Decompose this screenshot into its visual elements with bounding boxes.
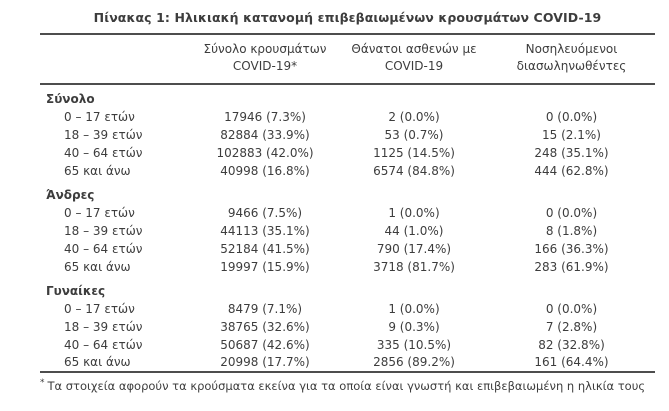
table-row <box>40 126 655 144</box>
section-header-row-men <box>40 180 655 204</box>
footnote <box>40 378 655 394</box>
document-page <box>0 10 669 411</box>
age-group-label: 18 – 39 ετών <box>64 127 143 142</box>
column-header-intubated: Νοσηλευόμενοι διασωληνωθέντες <box>488 34 655 84</box>
cases-cell: 17946 (7.3%) <box>224 109 306 124</box>
section-label: Γυναίκες <box>46 283 106 298</box>
cases-cell: 50687 (42.6%) <box>220 337 310 352</box>
deaths-cell: 6574 (84.8%) <box>373 163 455 178</box>
age-group-label: 65 και άνω <box>64 163 131 178</box>
footnote-marker: * <box>40 377 45 388</box>
table-row <box>40 144 655 162</box>
age-group-label: 40 – 64 ετών <box>64 145 143 160</box>
deaths-cell: 2 (0.0%) <box>388 109 440 124</box>
age-group-label: 0 – 17 ετών <box>64 205 135 220</box>
table-row <box>40 354 655 372</box>
intubated-cell: 283 (61.9%) <box>534 259 609 274</box>
deaths-cell: 335 (10.5%) <box>376 337 452 352</box>
deaths-cell: 1125 (14.5%) <box>373 145 455 160</box>
table-row <box>40 108 655 126</box>
intubated-cell: 8 (1.8%) <box>545 223 598 238</box>
deaths-cell: 2856 (89.2%) <box>373 355 455 370</box>
intubated-cell: 0 (0.0%) <box>545 301 598 316</box>
cases-cell: 102883 (42.0%) <box>216 145 314 160</box>
deaths-cell: 9 (0.3%) <box>388 319 440 334</box>
intubated-cell: 15 (2.1%) <box>542 127 601 142</box>
section-label: Σύνολο <box>46 91 95 106</box>
cases-cell: 82884 (33.9%) <box>220 127 310 142</box>
deaths-cell: 1 (0.0%) <box>388 205 440 220</box>
column-header-cases: Σύνολο κρουσμάτων COVID-19* <box>190 34 340 84</box>
age-group-label: 65 και άνω <box>64 355 131 370</box>
intubated-cell: 82 (32.8%) <box>538 337 605 352</box>
table-row <box>40 336 655 354</box>
column-header-empty <box>40 34 190 84</box>
footnote-text: Τα στοιχεία αφορούν τα κρούσματα εκείνα για τα οποία είναι γνωστή και επιβεβαιωμένη η ηλικία τους <box>47 378 646 393</box>
intubated-cell: 444 (62.8%) <box>534 163 609 178</box>
cases-cell: 38765 (32.6%) <box>220 319 310 334</box>
intubated-cell: 166 (36.3%) <box>534 241 609 256</box>
age-group-label: 18 – 39 ετών <box>64 319 143 334</box>
table-row <box>40 300 655 318</box>
age-distribution-table <box>40 33 655 373</box>
table-row <box>40 222 655 240</box>
age-group-label: 40 – 64 ετών <box>64 337 143 352</box>
table-row <box>40 258 655 276</box>
table-header <box>40 34 655 84</box>
cases-cell: 52184 (41.5%) <box>220 241 310 256</box>
column-header-deaths: Θάνατοι ασθενών με COVID-19 <box>340 34 488 84</box>
section-header-row-total <box>40 84 655 108</box>
intubated-cell: 0 (0.0%) <box>545 205 598 220</box>
cases-cell: 19997 (15.9%) <box>220 259 310 274</box>
page-title: Πίνακας 1: Ηλικιακή κατανομή επιβεβαιωμένων κρουσμάτων COVID-19 <box>93 10 602 25</box>
table-row <box>40 162 655 180</box>
cases-cell: 9466 (7.5%) <box>227 205 303 220</box>
cases-cell: 20998 (17.7%) <box>220 355 310 370</box>
deaths-cell: 53 (0.7%) <box>384 127 444 142</box>
intubated-cell: 0 (0.0%) <box>545 109 598 124</box>
section-header-row-women <box>40 276 655 300</box>
deaths-cell: 44 (1.0%) <box>384 223 444 238</box>
table-row <box>40 240 655 258</box>
age-group-label: 18 – 39 ετών <box>64 223 143 238</box>
section-label: Άνδρες <box>46 187 95 202</box>
table-row <box>40 204 655 222</box>
cases-cell: 8479 (7.1%) <box>227 301 303 316</box>
age-group-label: 0 – 17 ετών <box>64 109 135 124</box>
deaths-cell: 1 (0.0%) <box>388 301 440 316</box>
intubated-cell: 7 (2.8%) <box>545 319 598 334</box>
intubated-cell: 248 (35.1%) <box>534 145 609 160</box>
deaths-cell: 790 (17.4%) <box>376 241 452 256</box>
deaths-cell: 3718 (81.7%) <box>373 259 455 274</box>
intubated-cell: 161 (64.4%) <box>534 355 609 370</box>
cases-cell: 40998 (16.8%) <box>220 163 310 178</box>
age-group-label: 0 – 17 ετών <box>64 301 135 316</box>
age-group-label: 40 – 64 ετών <box>64 241 143 256</box>
table-row <box>40 318 655 336</box>
cases-cell: 44113 (35.1%) <box>220 223 310 238</box>
age-group-label: 65 και άνω <box>64 259 131 274</box>
